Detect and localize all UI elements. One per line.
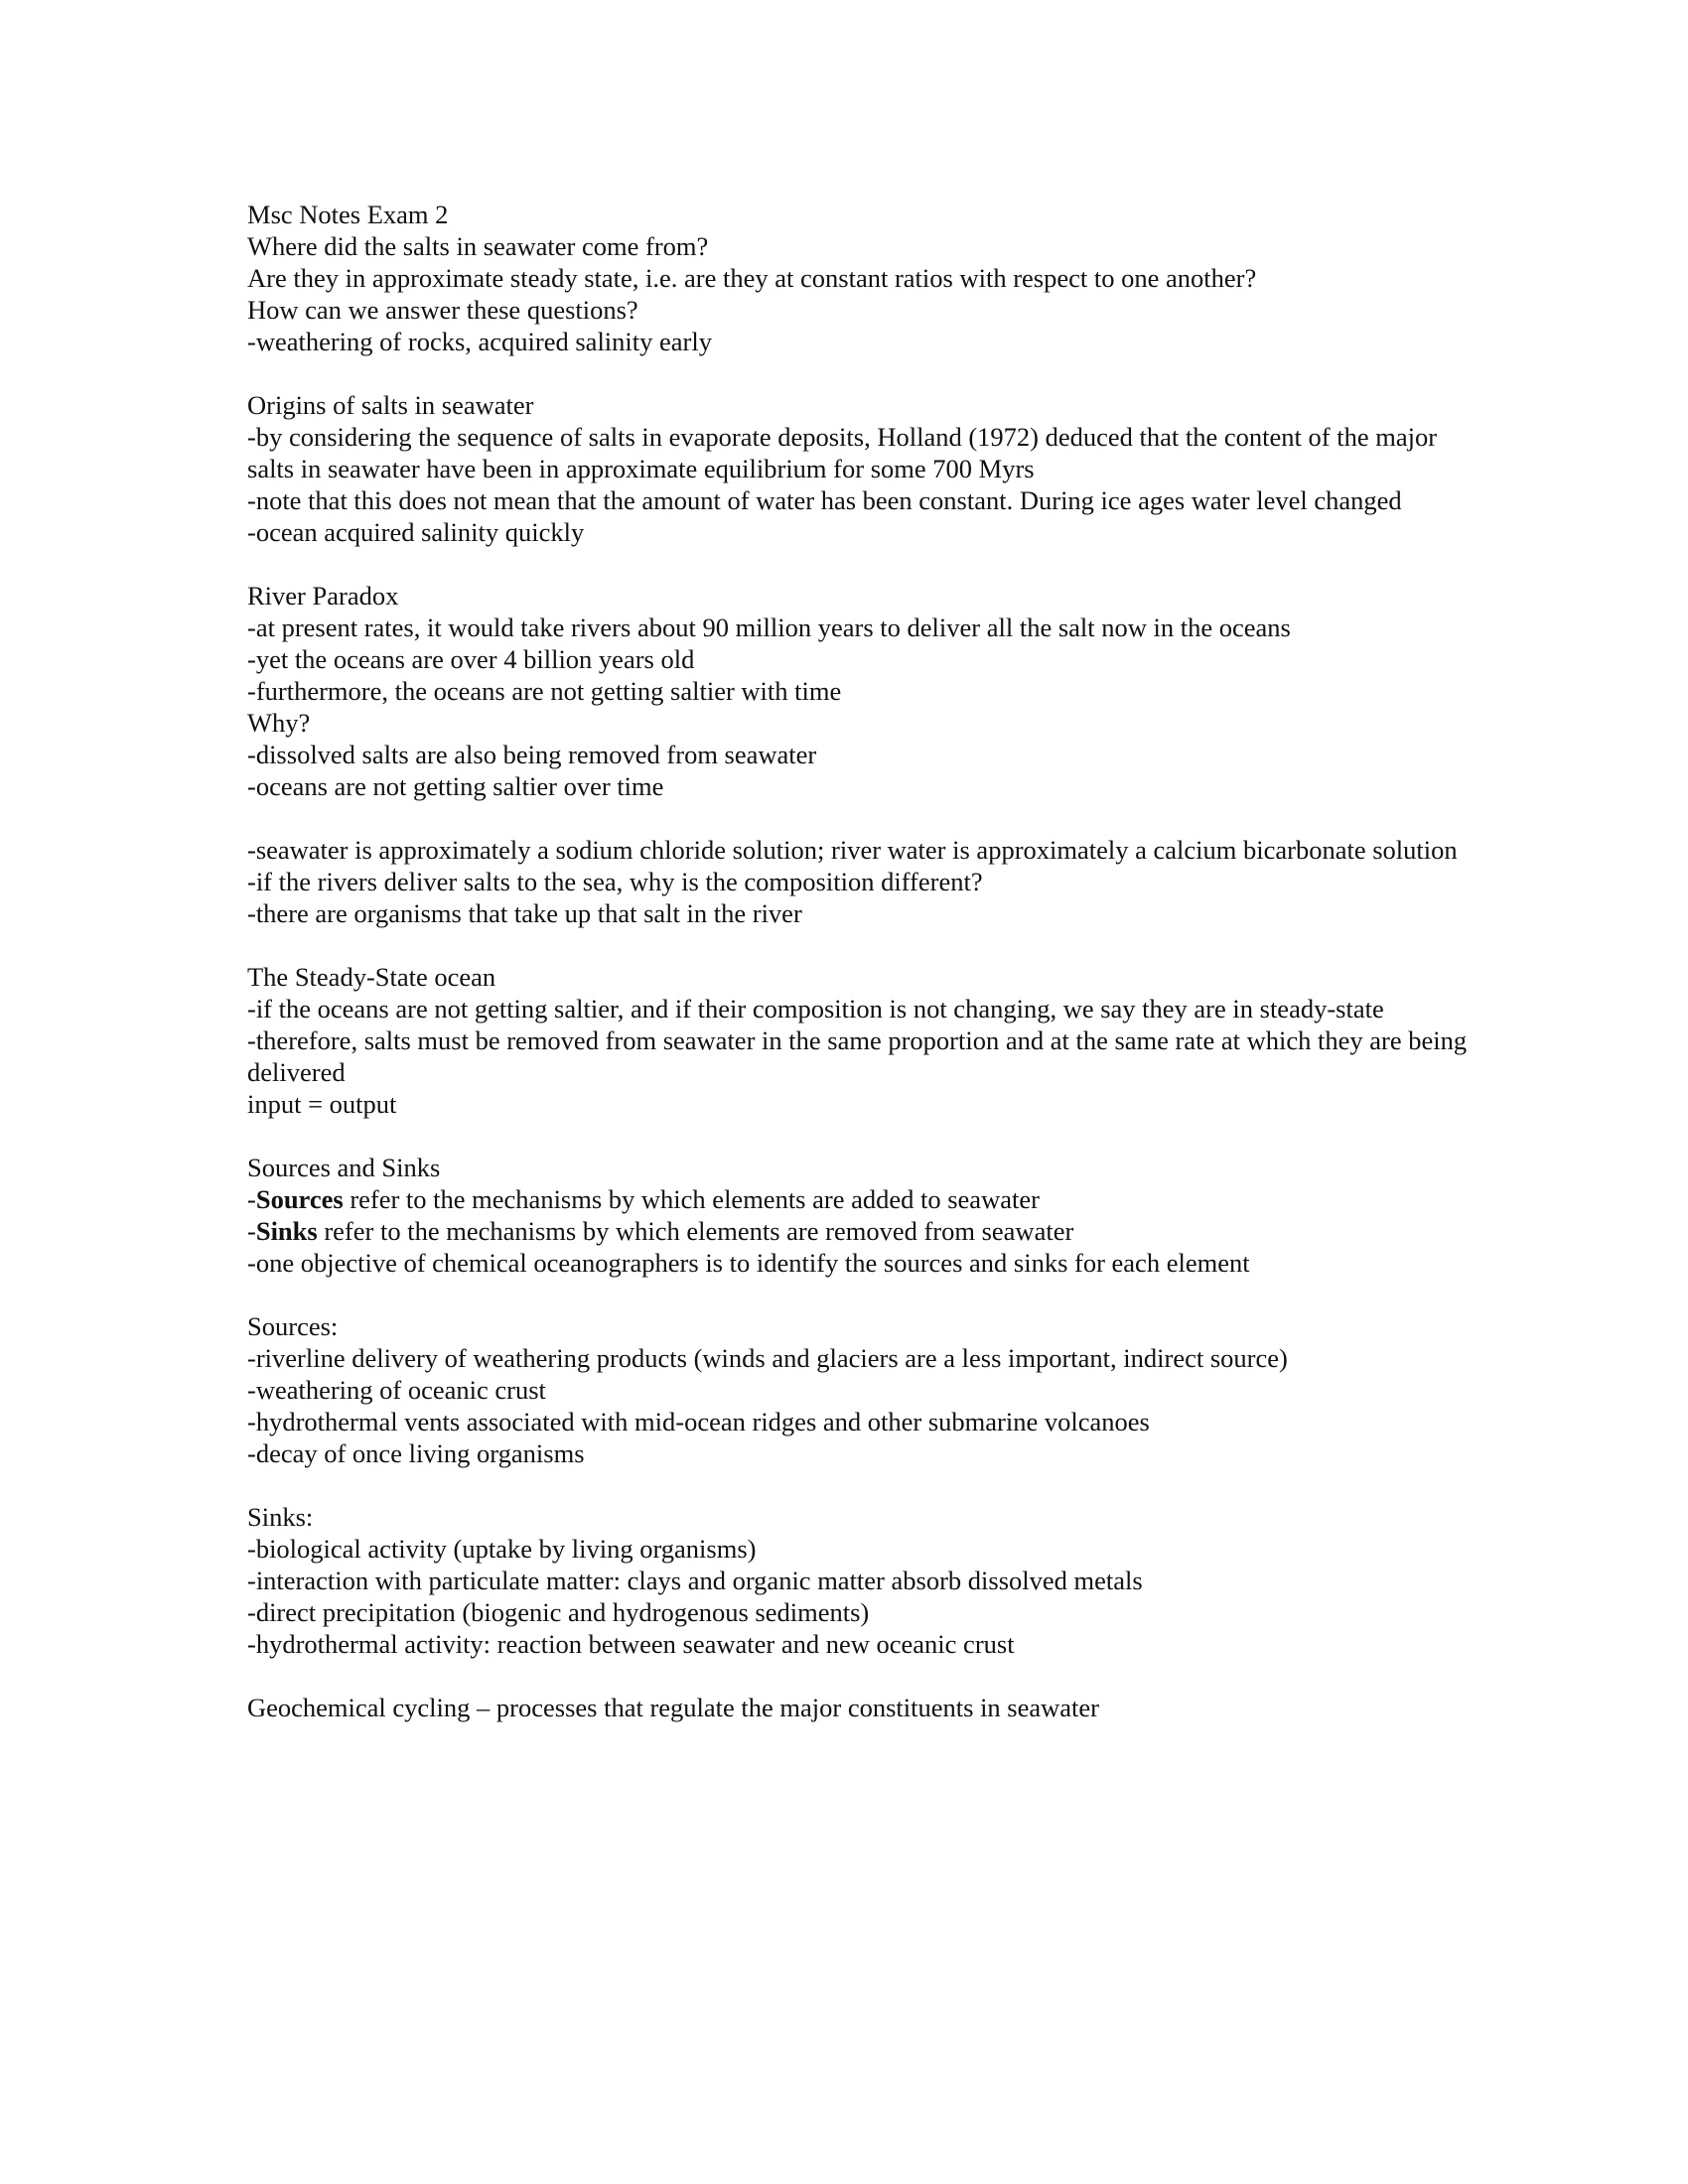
paragraph-gap <box>247 1279 1478 1310</box>
origins-section <box>247 389 1478 548</box>
note-line: -one objective of chemical oceanographers is to identify the sources and sinks for each element <box>247 1248 1250 1278</box>
list-item: -riverline delivery of weathering products (winds and glaciers are a less important, indirect source) <box>247 1343 1288 1373</box>
section-heading: Sinks: <box>247 1502 314 1532</box>
intro-line: -weathering of rocks, acquired salinity early <box>247 327 712 356</box>
section-heading: Sources and Sinks <box>247 1153 441 1182</box>
steady-state-section <box>247 961 1478 1120</box>
sources-section <box>247 1310 1478 1469</box>
note-line: -at present rates, it would take rivers about 90 million years to deliver all the salt now in the oceans <box>247 613 1291 642</box>
note-line: -yet the oceans are over 4 billion years old <box>247 644 695 674</box>
note-line: Why? <box>247 708 311 738</box>
note-line: -by considering the sequence of salts in evaporate deposits, Holland (1972) deduced that the content of the major salts in seawater have been in approximate equilibrium for some 700 Myrs <box>247 422 1438 483</box>
sinks-section <box>247 1501 1478 1660</box>
section-heading: The Steady-State ocean <box>247 962 496 992</box>
note-line: -therefore, salts must be removed from seawater in the same proportion and at the same rate at which they are being delivered <box>247 1025 1468 1087</box>
paragraph-gap <box>247 1120 1478 1152</box>
note-line: -oceans are not getting saltier over time <box>247 771 664 801</box>
list-item: -weathering of oceanic crust <box>247 1375 546 1405</box>
list-item: -hydrothermal activity: reaction between seawater and new oceanic crust <box>247 1629 1015 1659</box>
list-item: -interaction with particulate matter: clays and organic matter absorb dissolved metals <box>247 1566 1143 1595</box>
sinks-definition-text: refer to the mechanisms by which elements are removed from seawater <box>317 1216 1074 1246</box>
document-page <box>247 199 1478 1723</box>
intro-section <box>247 199 1478 357</box>
note-line: -there are organisms that take up that salt in the river <box>247 898 802 928</box>
list-item: -biological activity (uptake by living organisms) <box>247 1534 757 1564</box>
intro-line: Where did the salts in seawater come from? <box>247 231 709 261</box>
paragraph-gap <box>247 548 1478 580</box>
paragraph-gap <box>247 357 1478 389</box>
note-line: -furthermore, the oceans are not getting saltier with time <box>247 676 842 706</box>
sources-sinks-section <box>247 1152 1478 1279</box>
sources-definition: -Sources refer to the mechanisms by which elements are added to seawater <box>247 1184 1040 1214</box>
note-line: -ocean acquired salinity quickly <box>247 517 585 547</box>
document-title: Msc Notes Exam 2 <box>247 200 449 229</box>
geochemical-line: Geochemical cycling – processes that regulate the major constituents in seawater <box>247 1693 1099 1722</box>
note-line: input = output <box>247 1089 397 1119</box>
intro-line: Are they in approximate steady state, i.e. are they at constant ratios with respect to one another? <box>247 263 1257 293</box>
note-line: -dissolved salts are also being removed from seawater <box>247 740 817 769</box>
paragraph-gap <box>247 929 1478 961</box>
sinks-definition: -Sinks refer to the mechanisms by which elements are removed from seawater <box>247 1216 1074 1246</box>
section-heading: Sources: <box>247 1311 339 1341</box>
sources-definition-text: refer to the mechanisms by which elements are added to seawater <box>343 1184 1040 1214</box>
sources-term: Sources <box>255 1184 344 1214</box>
section-heading: Origins of salts in seawater <box>247 390 534 420</box>
river-paradox-section <box>247 580 1478 802</box>
intro-line: How can we answer these questions? <box>247 295 638 325</box>
sinks-term: Sinks <box>255 1216 318 1246</box>
composition-section <box>247 834 1478 929</box>
paragraph-gap <box>247 1660 1478 1692</box>
paragraph-gap <box>247 802 1478 834</box>
section-heading: River Paradox <box>247 581 399 611</box>
list-item: -decay of once living organisms <box>247 1438 585 1468</box>
list-item: -direct precipitation (biogenic and hydrogenous sediments) <box>247 1597 870 1627</box>
geochemical-section <box>247 1692 1478 1723</box>
note-line: -if the rivers deliver salts to the sea, why is the composition different? <box>247 867 983 896</box>
paragraph-gap <box>247 1469 1478 1501</box>
note-line: -note that this does not mean that the amount of water has been constant. During ice ages water level changed <box>247 485 1402 515</box>
note-line: -seawater is approximately a sodium chloride solution; river water is approximately a calcium bicarbonate solution <box>247 835 1458 865</box>
list-item: -hydrothermal vents associated with mid-ocean ridges and other submarine volcanoes <box>247 1407 1150 1436</box>
note-line: -if the oceans are not getting saltier, and if their composition is not changing, we say they are in steady-state <box>247 994 1384 1024</box>
